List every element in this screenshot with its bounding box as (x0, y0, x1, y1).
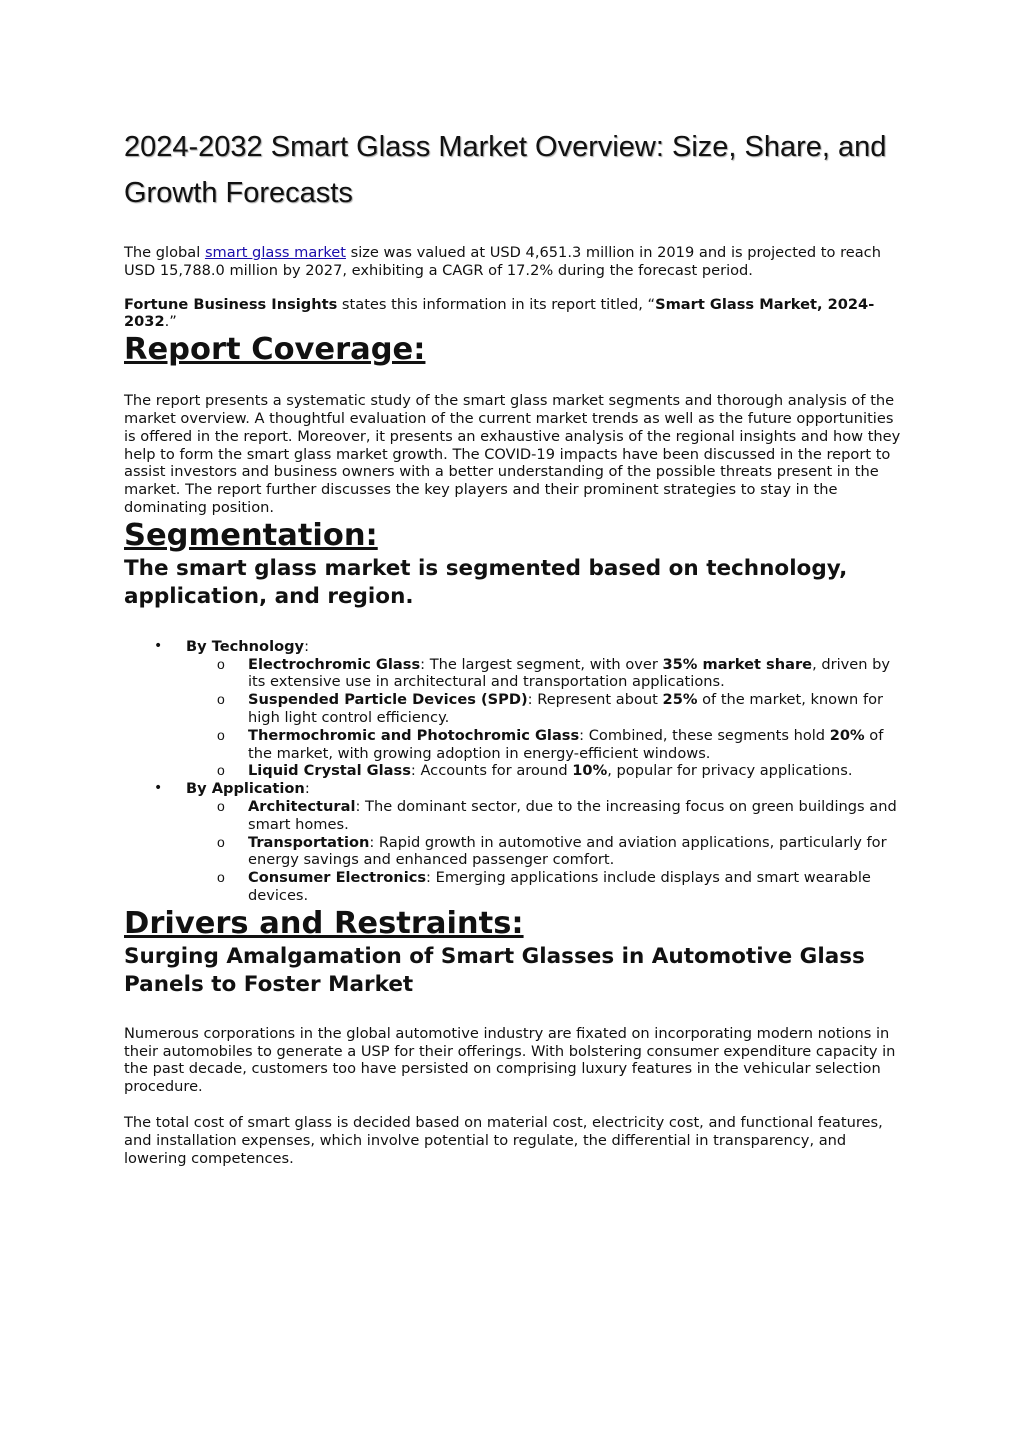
drivers-paragraph-1: Numerous corporations in the global automotive industry are fixated on incorporating modern notions in their automobiles to generate a USP for their offerings. With bolstering consumer expenditure capacity in the past decade, customers too have persisted on comprising luxury features in the vehicular selection procedure. (124, 1024, 896, 1096)
circle-bullet-icon: o (217, 869, 225, 886)
item-stat: 35% market share (662, 655, 813, 673)
item-text: : Rapid growth in automotive and aviation applications, particularly for energy savings and enhanced passenger comfort. (248, 833, 887, 869)
circle-bullet-icon: o (217, 726, 225, 743)
group-colon: : (304, 637, 309, 655)
item-text: : Accounts for around (410, 762, 573, 780)
smart-glass-market-link[interactable]: smart glass market (204, 244, 346, 261)
item-text-end: of the market, with growing adoption in energy-efficient windows. (248, 726, 884, 762)
source-company: Fortune Business Insights (124, 295, 338, 313)
intro-text-before: The global (124, 244, 205, 261)
item-text-end: , popular for privacy applications. (607, 762, 853, 780)
source-end: .” (164, 313, 177, 331)
item-text: : Combined, these segments hold (579, 726, 830, 744)
item-name: Transportation (248, 833, 370, 851)
item-text-end: of the market, known for high light control efficiency. (248, 691, 884, 726)
drivers-subheading: Surging Amalgamation of Smart Glasses in Automotive Glass Panels to Foster Market (124, 943, 865, 997)
item-name: Architectural (248, 797, 356, 815)
drivers-restraints-heading: Drivers and Restraints: (124, 905, 524, 941)
drivers-paragraph-2: The total cost of smart glass is decided based on material cost, electricity cost, and functional features, and installation expenses, which involve potential to regulate, the differential in transparency, and lowering competences. (124, 1113, 883, 1167)
source-paragraph (124, 296, 904, 332)
list-item-by-technology (124, 638, 904, 780)
circle-bullet-icon: o (217, 797, 225, 814)
circle-bullet-icon: o (217, 691, 225, 708)
item-name: Liquid Crystal Glass (248, 762, 411, 780)
item-text-end: , driven by its extensive use in architectural and transportation applications. (248, 655, 891, 691)
group-label: By Application (186, 780, 305, 798)
source-text: states this information in its report titled, “ (337, 295, 656, 313)
segmentation-subheading: The smart glass market is segmented based on technology, application, and region. (124, 555, 848, 609)
item-text: : The dominant sector, due to the increasing focus on green buildings and smart homes. (248, 797, 897, 833)
list-item (186, 834, 904, 870)
group-colon: : (304, 780, 310, 798)
list-item (186, 762, 904, 780)
circle-bullet-icon: o (217, 655, 225, 672)
segmentation-list (124, 638, 904, 905)
circle-bullet-icon: o (217, 762, 225, 779)
item-text: : Emerging applications include displays and smart wearable devices. (248, 869, 871, 904)
item-name: Suspended Particle Devices (SPD) (248, 691, 528, 709)
item-stat: 25% (662, 691, 698, 709)
intro-paragraph (124, 244, 904, 280)
technology-sublist (186, 656, 904, 781)
source-report-title: Smart Glass Market, 2024-2032 (124, 295, 875, 331)
segmentation-heading: Segmentation: (124, 517, 378, 553)
item-name: Thermochromic and Photochromic Glass (248, 726, 580, 744)
list-item (186, 656, 904, 692)
list-item (186, 869, 904, 905)
list-item (186, 798, 904, 834)
page-title: 2024-2032 Smart Glass Market Overview: Size, Share, and Growth Forecasts (124, 131, 887, 209)
intro-text-after: size was valued at USD 4,651.3 million in 2019 and is projected to reach USD 15,788.0 million by 2027, exhibiting a CAGR of 17.2% during the forecast period. (124, 244, 881, 279)
report-coverage-paragraph: The report presents a systematic study of the smart glass market segments and thorough analysis of the market overview. A thoughtful evaluation of the current market trends as well as the future opportunities is offered in the report. Moreover, it presents an exhaustive analysis of the regional insights and how they help to form the smart glass market growth. The COVID-19 impacts have been discussed in the report to assist investors and business owners with a better understanding of the possible threats present in the market. The report further discusses the key players and their prominent strategies to stay in the dominating position. (124, 392, 901, 516)
item-name: Consumer Electronics (248, 869, 427, 887)
circle-bullet-icon: o (217, 833, 225, 850)
item-text: : Represent about (527, 691, 663, 709)
item-stat: 20% (829, 726, 865, 744)
group-label: By Technology (186, 637, 305, 655)
bullet-icon: • (154, 780, 163, 797)
bullet-icon: • (154, 637, 163, 654)
item-stat: 10% (572, 762, 608, 780)
list-item (186, 727, 904, 763)
list-item (186, 691, 904, 727)
list-item-by-application (124, 780, 904, 905)
item-name: Electrochromic Glass (248, 655, 421, 673)
item-text: : The largest segment, with over (420, 655, 663, 673)
document-page (124, 124, 904, 1167)
application-sublist (186, 798, 904, 905)
report-coverage-heading: Report Coverage: (124, 332, 426, 368)
